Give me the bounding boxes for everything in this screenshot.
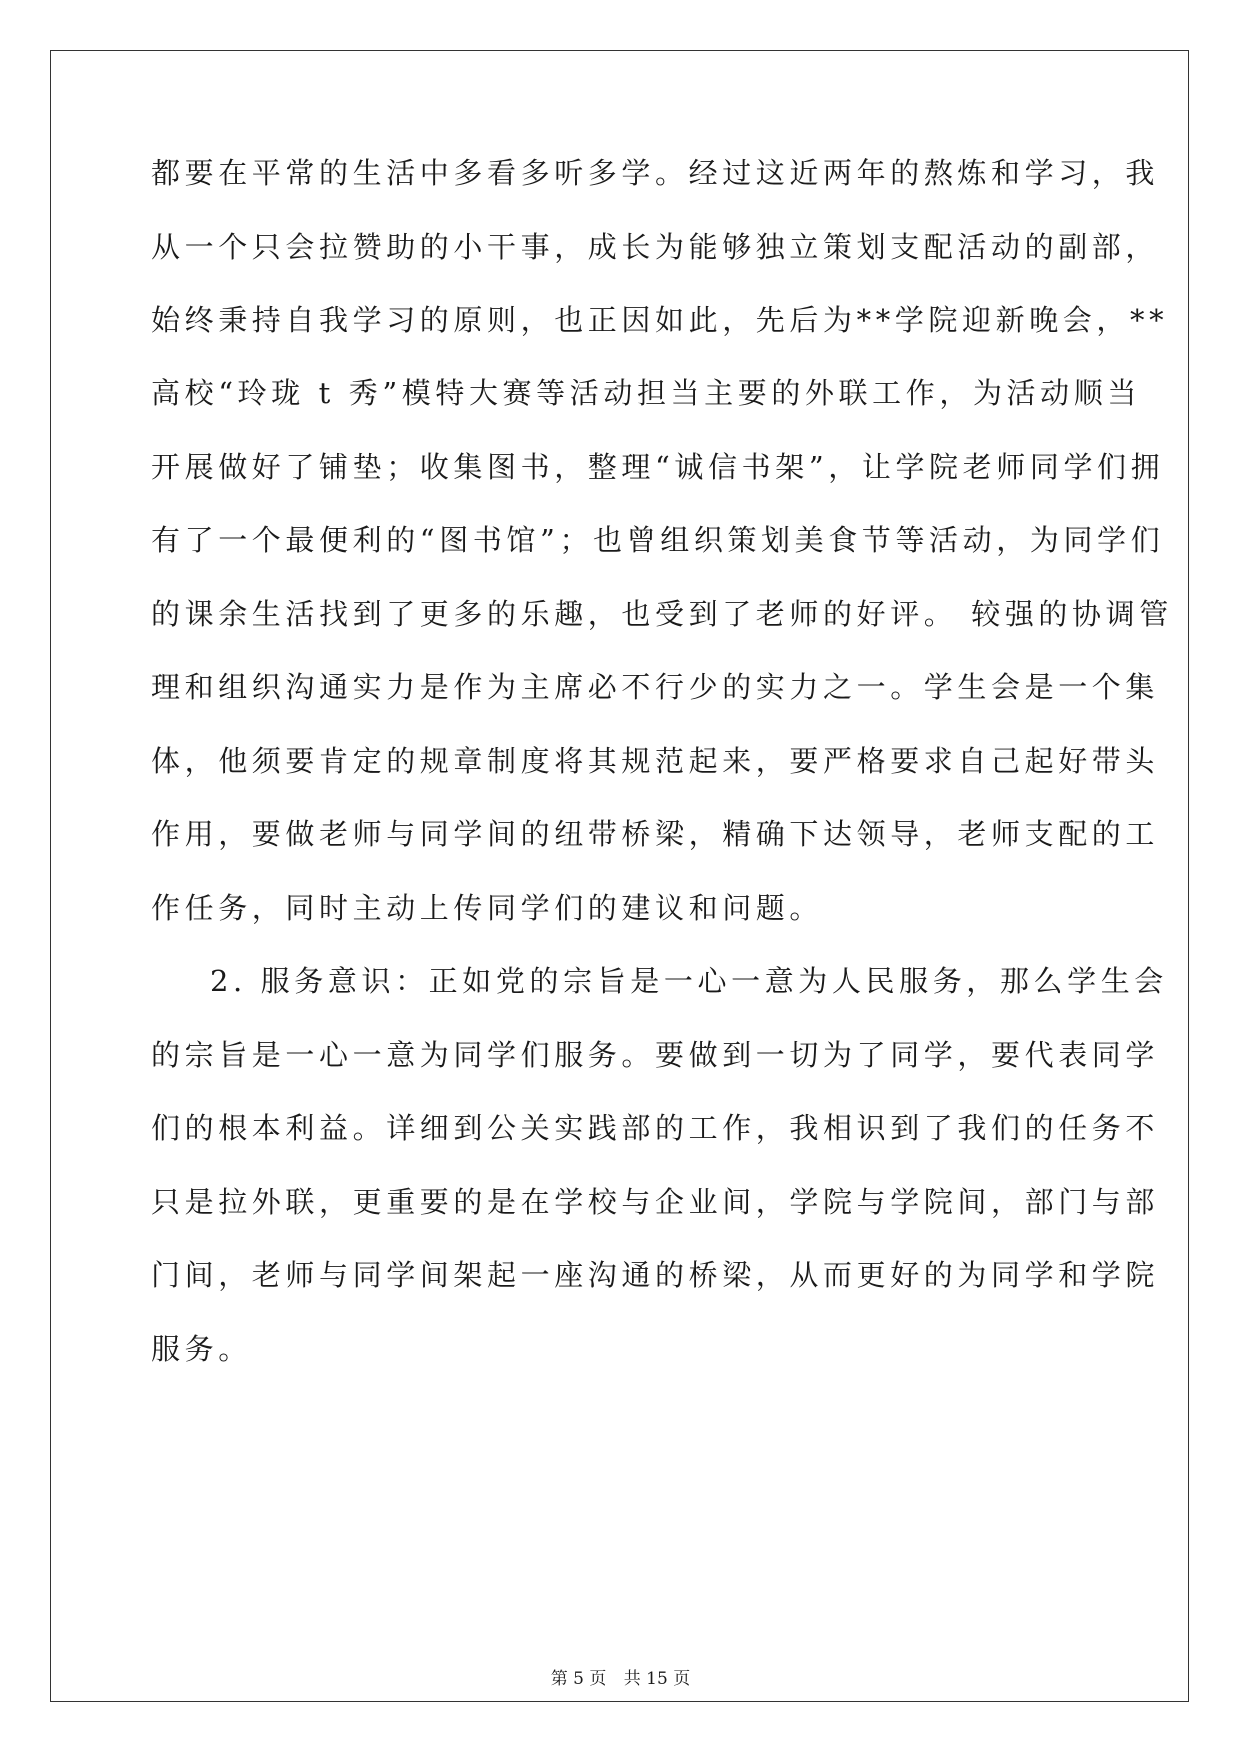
body-line: 有了一个最便利的“图书馆”；也曾组织策划美食节等活动，为同学们 — [151, 523, 1165, 557]
paragraph-first-line: 2. 服务意识：正如党的宗旨是一心一意为人民服务，那么学生会 — [210, 964, 1168, 998]
body-line: 作用，要做老师与同学间的纽带桥梁，精确下达领导，老师支配的工 — [151, 817, 1160, 851]
body-line: 只是拉外联，更重要的是在学校与企业间，学院与学院间，部门与部 — [151, 1185, 1160, 1219]
page-border — [50, 50, 1189, 1702]
body-line: 体，他须要肯定的规章制度将其规范起来，要严格要求自己起好带头 — [151, 744, 1160, 778]
body-line: 的课余生活找到了更多的乐趣，也受到了老师的好评。 较强的协调管 — [151, 597, 1173, 631]
body-line: 从一个只会拉赞助的小干事，成长为能够独立策划支配活动的副部， — [151, 230, 1160, 264]
body-line: 都要在平常的生活中多看多听多学。经过这近两年的熬炼和学习，我 — [151, 156, 1160, 190]
page-number: 第 5 页 — [550, 1669, 607, 1689]
body-line: 始终秉持自我学习的原则，也正因如此，先后为**学院迎新晚会，** — [151, 303, 1169, 337]
body-line: 的宗旨是一心一意为同学们服务。要做到一切为了同学，要代表同学 — [151, 1038, 1160, 1072]
body-line: 高校“玲珑 t 秀”模特大赛等活动担当主要的外联工作，为活动顺当 — [151, 376, 1141, 410]
page-total: 共 15 页 — [623, 1669, 691, 1689]
body-line: 作任务，同时主动上传同学们的建议和问题。 — [151, 891, 824, 925]
body-line: 理和组织沟通实力是作为主席必不行少的实力之一。学生会是一个集 — [151, 670, 1160, 704]
body-line: 门间，老师与同学间架起一座沟通的桥梁，从而更好的为同学和学院 — [151, 1258, 1160, 1292]
body-line: 服务。 — [151, 1332, 252, 1366]
body-line: 们的根本利益。详细到公关实践部的工作，我相识到了我们的任务不 — [151, 1111, 1160, 1145]
page-footer — [0, 1664, 1241, 1689]
body-line: 开展做好了铺垫；收集图书，整理“诚信书架”，让学院老师同学们拥 — [151, 450, 1165, 484]
